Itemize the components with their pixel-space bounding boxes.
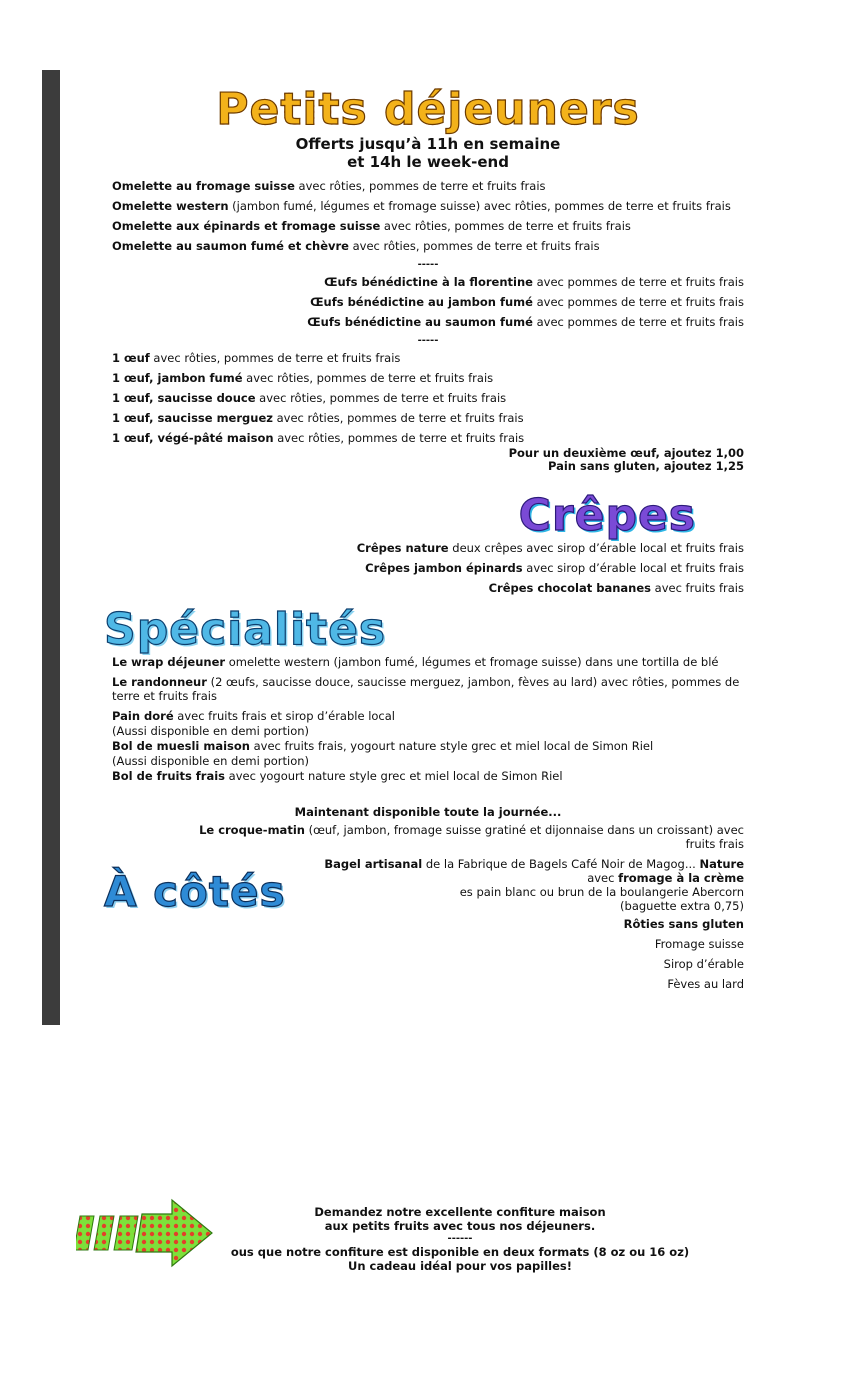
bagel-avec: avec	[587, 871, 619, 885]
item-desc: avec rôties, pommes de terre et fruits frais	[149, 351, 401, 365]
item-desc: (jambon fumé, légumes et fromage suisse) avec rôties, pommes de terre et fruits frais	[228, 199, 731, 213]
bread-line: es pain blanc ou brun de la boulangerie Abercorn	[459, 885, 744, 899]
menu-item	[112, 219, 744, 233]
menu-item	[112, 561, 744, 575]
item-name: Bol de fruits frais	[112, 769, 226, 783]
item-name: Bagel artisanal	[324, 857, 423, 871]
menu-item	[112, 709, 744, 723]
title-crepes: Crêpes	[518, 490, 696, 541]
menu-item	[112, 823, 744, 851]
gluten-free-toast: Rôties sans gluten	[623, 917, 744, 931]
side-item: Fèves au lard	[667, 977, 744, 991]
menu-item	[112, 295, 744, 309]
item-name: Bol de muesli maison	[112, 739, 250, 753]
item-desc: avec rôties, pommes de terre et fruits frais	[242, 371, 494, 385]
menu-item	[112, 769, 744, 783]
item-desc: avec pommes de terre et fruits frais	[532, 315, 744, 329]
bagel-fromage: fromage à la crème	[618, 871, 744, 885]
eggs-list	[112, 351, 744, 445]
menu-item	[112, 351, 744, 365]
item-name: Œufs bénédictine au jambon fumé	[310, 295, 533, 309]
menu-item	[112, 199, 744, 213]
item-desc: avec pommes de terre et fruits frais	[532, 295, 744, 309]
item-name: 1 œuf, jambon fumé	[112, 371, 243, 385]
item-desc: avec rôties, pommes de terre et fruits frais	[255, 391, 507, 405]
all-day-heading: Maintenant disponible toute la journée...	[294, 805, 562, 819]
footer-line-4: Un cadeau idéal pour vos papilles!	[348, 1259, 572, 1273]
item-desc: avec rôties, pommes de terre et fruits frais	[272, 411, 524, 425]
item-desc: avec pommes de terre et fruits frais	[532, 275, 744, 289]
menu-item	[112, 581, 744, 595]
item-desc: deux crêpes avec sirop d’érable local et fruits frais	[448, 541, 744, 555]
menu-item	[112, 315, 744, 329]
item-name: Le croque-matin	[199, 823, 305, 837]
item-desc: (2 œufs, saucisse douce, saucisse merguez, jambon, fèves au lard) avec rôties, pommes de terre et fruits frais	[112, 675, 740, 703]
item-desc: avec rôties, pommes de terre et fruits frais	[294, 179, 546, 193]
item-desc: avec fruits frais et sirop d’érable local	[173, 709, 395, 723]
footer-note	[160, 1205, 760, 1273]
menu-item	[112, 371, 744, 385]
baguette-note: (baguette extra 0,75)	[620, 899, 744, 913]
menu-item	[112, 275, 744, 289]
crepes-list	[112, 541, 744, 595]
half-portion-note: (Aussi disponible en demi portion)	[112, 754, 310, 768]
menu-item	[112, 179, 744, 193]
footer-separator: ------	[447, 1233, 473, 1244]
separator: -----	[417, 335, 439, 346]
item-desc: (œuf, jambon, fromage suisse gratiné et dijonnaise dans un croissant) avec fruits frais	[304, 823, 744, 851]
item-desc: de la Fabrique de Bagels Café Noir de Magog...	[422, 857, 700, 871]
item-name: 1 œuf, saucisse douce	[112, 391, 256, 405]
gluten-free-note: Pain sans gluten, ajoutez 1,25	[547, 459, 744, 473]
title-a-cotes: À côtés	[104, 867, 291, 917]
cotes-section	[104, 857, 744, 991]
menu-item	[112, 239, 744, 253]
menu-item	[112, 541, 744, 555]
benedictine-list	[112, 275, 744, 329]
menu-item	[112, 411, 744, 425]
menu-page	[104, 84, 744, 997]
item-desc: avec rôties, pommes de terre et fruits frais	[380, 219, 631, 233]
item-desc: avec fruits frais, yogourt nature style grec et miel local de Simon Riel	[249, 739, 654, 753]
footer-line-3: ous que notre confiture est disponible en deux formats (8 oz ou 16 oz)	[230, 1245, 690, 1259]
title-petits-dejeuners: Petits déjeuners	[112, 85, 744, 135]
menu-item	[112, 431, 744, 445]
menu-item	[112, 391, 744, 405]
left-dark-bar	[42, 70, 60, 1025]
item-name: Omelette au fromage suisse	[112, 179, 295, 193]
menu-item	[112, 739, 744, 753]
menu-item	[112, 675, 744, 703]
item-name: Omelette au saumon fumé et chèvre	[112, 239, 349, 253]
hours-line-1: Offerts jusqu’à 11h en semaine	[295, 135, 561, 153]
second-egg-note: Pour un deuxième œuf, ajoutez 1,00	[508, 446, 744, 460]
menu-item	[112, 655, 744, 669]
hours-subtitle	[112, 135, 744, 171]
title-specialites: Spécialités	[104, 604, 387, 655]
item-name: 1 œuf	[112, 351, 150, 365]
item-name: Omelette aux épinards et fromage suisse	[112, 219, 381, 233]
half-portion-note: (Aussi disponible en demi portion)	[112, 724, 310, 738]
side-item: Sirop d’érable	[663, 957, 744, 971]
footer-line-1: Demandez notre excellente confiture maison	[314, 1205, 606, 1219]
item-name: Pain doré	[112, 709, 174, 723]
item-name: 1 œuf, végé-pâté maison	[112, 431, 274, 445]
item-desc: avec sirop d’érable local et fruits frais	[522, 561, 744, 575]
side-item: Fromage suisse	[654, 937, 744, 951]
item-desc: avec rôties, pommes de terre et fruits frais	[273, 431, 525, 445]
item-name: Crêpes nature	[356, 541, 449, 555]
item-name: Œufs bénédictine au saumon fumé	[307, 315, 533, 329]
hours-line-2: et 14h le week-end	[347, 153, 509, 171]
omelettes-list	[112, 179, 744, 253]
item-name: 1 œuf, saucisse merguez	[112, 411, 273, 425]
footer-line-2: aux petits fruits avec tous nos déjeuners.	[324, 1219, 596, 1233]
bagel-nature: Nature	[699, 857, 744, 871]
item-name: Omelette western	[112, 199, 229, 213]
item-desc: omelette western (jambon fumé, légumes et fromage suisse) dans une tortilla de blé	[225, 655, 719, 669]
item-name: Le randonneur	[112, 675, 207, 689]
item-name: Le wrap déjeuner	[112, 655, 226, 669]
item-name: Crêpes chocolat bananes	[488, 581, 651, 595]
item-desc: avec yogourt nature style grec et miel local de Simon Riel	[225, 769, 563, 783]
item-desc: avec fruits frais	[651, 581, 744, 595]
specialites-list	[112, 655, 744, 783]
item-name: Œufs bénédictine à la florentine	[324, 275, 533, 289]
item-name: Crêpes jambon épinards	[365, 561, 523, 575]
separator: -----	[417, 259, 439, 270]
item-desc: avec rôties, pommes de terre et fruits frais	[348, 239, 600, 253]
